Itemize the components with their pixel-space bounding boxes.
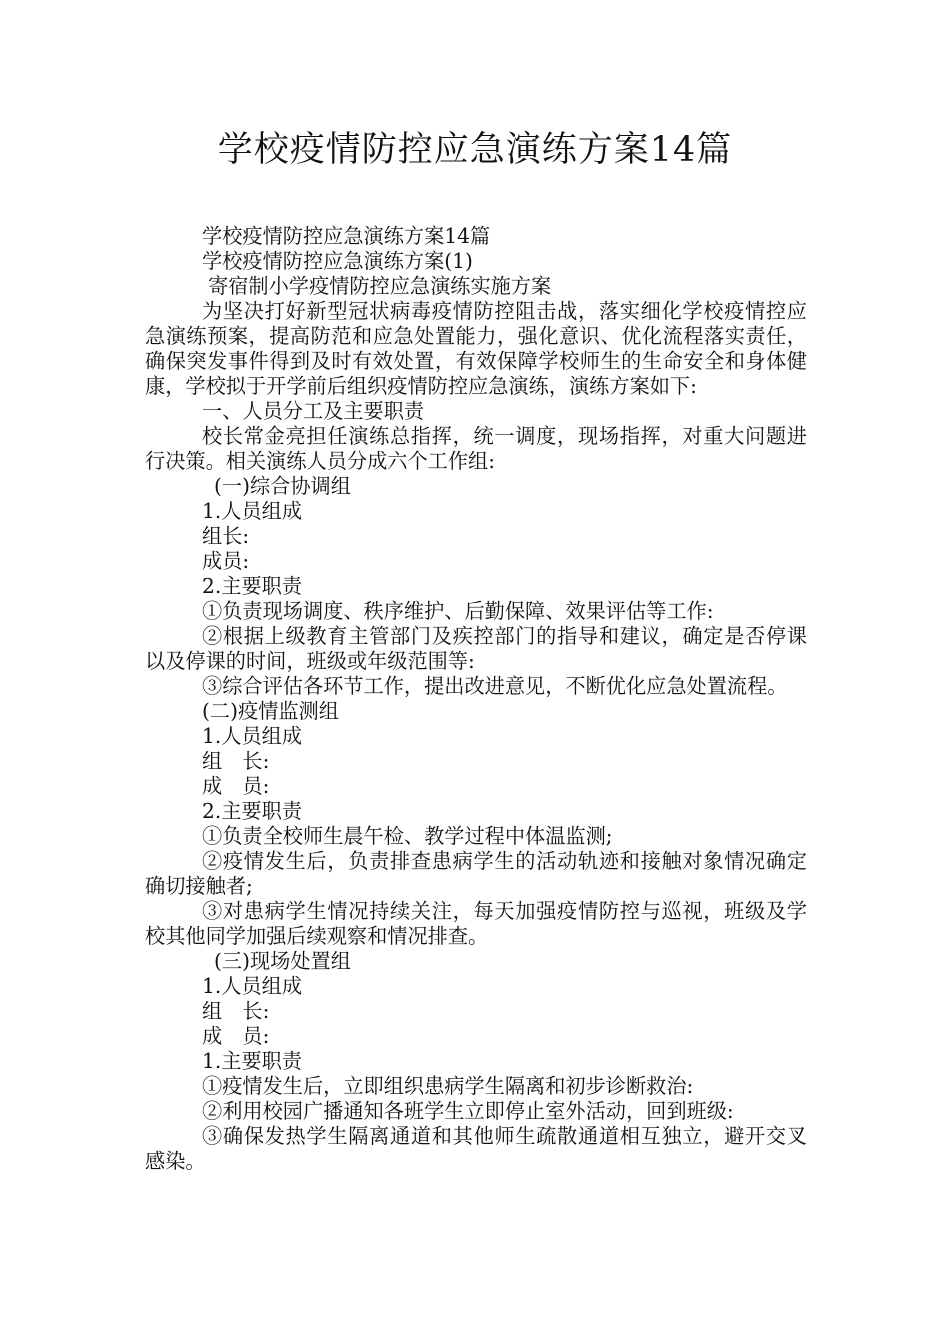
- paragraph: 寄宿制小学疫情防控应急演练实施方案: [208, 274, 552, 298]
- paragraph: 1.主要职责: [202, 1049, 303, 1073]
- subsection-heading: (三)现场处置组: [214, 949, 351, 973]
- paragraph: 1.人员组成: [202, 499, 303, 523]
- subsection-heading: (二)疫情监测组: [202, 699, 339, 723]
- paragraph: ②根据上级教育主管部门及疾控部门的指导和建议，确定是否停课以及停课的时间，班级或年级范围等:: [145, 624, 807, 673]
- paragraph: ③综合评估各环节工作，提出改进意见，不断优化应急处置流程。: [202, 674, 788, 698]
- paragraph: 校长常金亮担任演练总指挥，统一调度，现场指挥，对重大问题进行决策。相关演练人员分成六个工作组:: [145, 424, 807, 473]
- paragraph: ①负责现场调度、秩序维护、后勤保障、效果评估等工作:: [202, 599, 714, 623]
- paragraph: ②利用校园广播通知各班学生立即停止室外活动，回到班级:: [202, 1099, 734, 1123]
- paragraph: ③对患病学生情况持续关注，每天加强疫情防控与巡视，班级及学校其他同学加强后续观察和情况排查。: [145, 899, 807, 948]
- paragraph: 2.主要职责: [202, 574, 303, 598]
- paragraph: 成员:: [202, 549, 250, 573]
- paragraph: ①负责全校师生晨午检、教学过程中体温监测;: [202, 824, 613, 848]
- paragraph: 1.人员组成: [202, 724, 303, 748]
- document-body: [145, 224, 807, 1174]
- subsection-heading: (一)综合协调组: [214, 474, 351, 498]
- section-heading: 一、人员分工及主要职责: [202, 399, 425, 423]
- paragraph: 组 长:: [202, 749, 270, 773]
- paragraph: 成 员:: [202, 774, 270, 798]
- paragraph: 学校疫情防控应急演练方案(1): [202, 249, 473, 273]
- paragraph: ①疫情发生后，立即组织患病学生隔离和初步诊断救治:: [202, 1074, 694, 1098]
- paragraph: ③确保发热学生隔离通道和其他师生疏散通道相互独立，避开交叉感染。: [145, 1124, 807, 1173]
- paragraph: 1.人员组成: [202, 974, 303, 998]
- paragraph: 组 长:: [202, 999, 270, 1023]
- document-title: 学校疫情防控应急演练方案14篇: [217, 130, 733, 170]
- paragraph: 学校疫情防控应急演练方案14篇: [202, 224, 491, 248]
- paragraph: 组长:: [202, 524, 250, 548]
- paragraph: 2.主要职责: [202, 799, 303, 823]
- paragraph: 为坚决打好新型冠状病毒疫情防控阻击战，落实细化学校疫情控应急演练预案，提高防范和应急处置能力，强化意识、优化流程落实责任，确保突发事件得到及时有效处置，有效保障学校师生的生命安全和身体健康，学校拟于开学前后组织疫情防控应急演练，演练方案如下:: [145, 299, 807, 398]
- paragraph: 成 员:: [202, 1024, 270, 1048]
- paragraph: ②疫情发生后，负责排查患病学生的活动轨迹和接触对象情况确定确切接触者;: [145, 849, 807, 898]
